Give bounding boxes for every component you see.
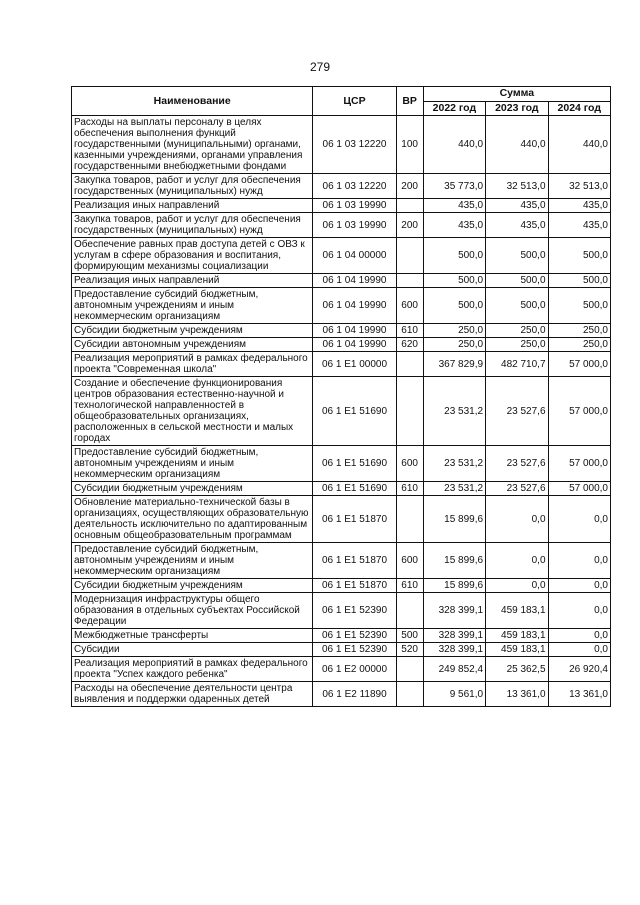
row-csr-code: 06 1 04 19990 <box>313 288 396 324</box>
row-sum-2024: 13 361,0 <box>548 682 610 707</box>
row-sum-2023: 440,0 <box>486 116 548 174</box>
row-sum-2024: 57 000,0 <box>548 377 610 446</box>
row-sum-2024: 0,0 <box>548 629 610 643</box>
row-sum-2023: 482 710,7 <box>486 352 548 377</box>
row-vr-code: 610 <box>396 324 423 338</box>
row-sum-2022: 15 899,6 <box>423 496 485 543</box>
table-row <box>72 496 611 543</box>
row-sum-2023: 13 361,0 <box>486 682 548 707</box>
row-sum-2024: 0,0 <box>548 593 610 629</box>
row-sum-2022: 23 531,2 <box>423 446 485 482</box>
row-name: Межбюджетные трансферты <box>72 629 313 643</box>
row-sum-2023: 25 362,5 <box>486 657 548 682</box>
row-sum-2022: 500,0 <box>423 238 485 274</box>
row-sum-2024: 435,0 <box>548 213 610 238</box>
row-sum-2023: 23 527,6 <box>486 377 548 446</box>
row-csr-code: 06 1 E1 00000 <box>313 352 396 377</box>
row-sum-2024: 435,0 <box>548 199 610 213</box>
row-sum-2023: 0,0 <box>486 579 548 593</box>
table-row <box>72 352 611 377</box>
row-csr-code: 06 1 04 19990 <box>313 338 396 352</box>
row-name: Реализация иных направлений <box>72 274 313 288</box>
row-csr-code: 06 1 04 00000 <box>313 238 396 274</box>
row-sum-2022: 35 773,0 <box>423 174 485 199</box>
row-vr-code: 600 <box>396 288 423 324</box>
table-row <box>72 238 611 274</box>
row-vr-code: 500 <box>396 629 423 643</box>
row-vr-code <box>396 377 423 446</box>
row-sum-2022: 250,0 <box>423 338 485 352</box>
row-vr-code: 100 <box>396 116 423 174</box>
row-sum-2024: 0,0 <box>548 496 610 543</box>
row-vr-code: 200 <box>396 174 423 199</box>
row-name: Создание и обеспечение функционирования центров образования естественно-научной и технологической направленностей в общеобразовательных организациях, расположенных в сельской местности и малых городах <box>72 377 313 446</box>
row-sum-2023: 459 183,1 <box>486 593 548 629</box>
row-vr-code: 200 <box>396 213 423 238</box>
row-sum-2022: 15 899,6 <box>423 579 485 593</box>
row-sum-2024: 57 000,0 <box>548 446 610 482</box>
table-row <box>72 657 611 682</box>
table-row <box>72 446 611 482</box>
row-sum-2024: 57 000,0 <box>548 482 610 496</box>
row-name: Реализация мероприятий в рамках федерального проекта "Успех каждого ребенка" <box>72 657 313 682</box>
row-sum-2024: 0,0 <box>548 579 610 593</box>
row-sum-2023: 250,0 <box>486 324 548 338</box>
row-sum-2022: 367 829,9 <box>423 352 485 377</box>
row-vr-code: 600 <box>396 446 423 482</box>
row-vr-code <box>396 238 423 274</box>
table-row <box>72 377 611 446</box>
table-row <box>72 682 611 707</box>
page-number: 279 <box>309 60 331 74</box>
row-sum-2023: 32 513,0 <box>486 174 548 199</box>
row-name: Предоставление субсидий бюджетным, автономным учреждениям и иным некоммерческим организациям <box>72 288 313 324</box>
row-vr-code <box>396 496 423 543</box>
row-sum-2022: 250,0 <box>423 324 485 338</box>
row-sum-2022: 435,0 <box>423 213 485 238</box>
row-csr-code: 06 1 E1 52390 <box>313 629 396 643</box>
row-name: Субсидии бюджетным учреждениям <box>72 482 313 496</box>
row-csr-code: 06 1 E1 51690 <box>313 482 396 496</box>
row-vr-code <box>396 352 423 377</box>
row-name: Субсидии автономным учреждениям <box>72 338 313 352</box>
row-sum-2023: 459 183,1 <box>486 643 548 657</box>
row-name: Закупка товаров, работ и услуг для обеспечения государственных (муниципальных) нужд <box>72 174 313 199</box>
row-sum-2022: 15 899,6 <box>423 543 485 579</box>
row-sum-2023: 23 527,6 <box>486 446 548 482</box>
row-sum-2024: 250,0 <box>548 338 610 352</box>
row-name: Расходы на обеспечение деятельности центра выявления и поддержки одаренных детей <box>72 682 313 707</box>
row-sum-2022: 9 561,0 <box>423 682 485 707</box>
row-csr-code: 06 1 E1 51870 <box>313 543 396 579</box>
row-sum-2022: 440,0 <box>423 116 485 174</box>
row-sum-2024: 250,0 <box>548 324 610 338</box>
table-row <box>72 482 611 496</box>
row-name: Реализация мероприятий в рамках федерального проекта "Современная школа" <box>72 352 313 377</box>
row-sum-2023: 500,0 <box>486 274 548 288</box>
row-csr-code: 06 1 E2 11890 <box>313 682 396 707</box>
row-name: Субсидии бюджетным учреждениям <box>72 579 313 593</box>
row-sum-2022: 328 399,1 <box>423 629 485 643</box>
header-2023: 2023 год <box>486 101 548 116</box>
row-csr-code: 06 1 E2 00000 <box>313 657 396 682</box>
table-row <box>72 174 611 199</box>
row-vr-code <box>396 199 423 213</box>
row-csr-code: 06 1 03 19990 <box>313 213 396 238</box>
table-header-row <box>72 87 611 102</box>
row-sum-2024: 32 513,0 <box>548 174 610 199</box>
row-sum-2022: 500,0 <box>423 274 485 288</box>
row-vr-code <box>396 274 423 288</box>
row-sum-2024: 500,0 <box>548 274 610 288</box>
table-row <box>72 579 611 593</box>
table-row <box>72 643 611 657</box>
row-csr-code: 06 1 E1 51690 <box>313 446 396 482</box>
row-sum-2023: 500,0 <box>486 238 548 274</box>
table-row <box>72 338 611 352</box>
row-name: Модернизация инфраструктуры общего образования в отдельных субъектах Российской Федерации <box>72 593 313 629</box>
row-vr-code <box>396 593 423 629</box>
table-row <box>72 274 611 288</box>
row-sum-2024: 26 920,4 <box>548 657 610 682</box>
table-row <box>72 324 611 338</box>
row-name: Субсидии <box>72 643 313 657</box>
row-sum-2023: 435,0 <box>486 213 548 238</box>
row-sum-2022: 328 399,1 <box>423 593 485 629</box>
row-sum-2023: 0,0 <box>486 496 548 543</box>
header-vr: ВР <box>396 87 423 116</box>
row-csr-code: 06 1 E1 51870 <box>313 579 396 593</box>
row-csr-code: 06 1 E1 51690 <box>313 377 396 446</box>
row-csr-code: 06 1 E1 51870 <box>313 496 396 543</box>
header-csr: ЦСР <box>313 87 396 116</box>
header-2024: 2024 год <box>548 101 610 116</box>
row-csr-code: 06 1 04 19990 <box>313 324 396 338</box>
table-body <box>72 116 611 707</box>
table-row <box>72 593 611 629</box>
row-sum-2022: 23 531,2 <box>423 377 485 446</box>
row-csr-code: 06 1 03 19990 <box>313 199 396 213</box>
row-name: Обеспечение равных прав доступа детей с ОВЗ к услугам в сфере образования и воспитания, формирующим механизмы социализации <box>72 238 313 274</box>
row-name: Предоставление субсидий бюджетным, автономным учреждениям и иным некоммерческим организациям <box>72 446 313 482</box>
header-sum: Сумма <box>423 87 610 102</box>
row-vr-code: 610 <box>396 482 423 496</box>
row-vr-code <box>396 657 423 682</box>
row-csr-code: 06 1 E1 52390 <box>313 593 396 629</box>
header-name: Наименование <box>72 87 313 116</box>
row-sum-2022: 500,0 <box>423 288 485 324</box>
row-sum-2024: 57 000,0 <box>548 352 610 377</box>
row-name: Реализация иных направлений <box>72 199 313 213</box>
row-vr-code: 610 <box>396 579 423 593</box>
row-sum-2023: 0,0 <box>486 543 548 579</box>
row-sum-2024: 440,0 <box>548 116 610 174</box>
table-row <box>72 288 611 324</box>
table-row <box>72 116 611 174</box>
budget-table <box>71 86 611 707</box>
row-sum-2022: 328 399,1 <box>423 643 485 657</box>
table-row <box>72 543 611 579</box>
row-name: Обновление материально-технической базы в организациях, осуществляющих образовательную деятельность исключительно по адаптированным основным общеобразовательным программам <box>72 496 313 543</box>
table-row <box>72 629 611 643</box>
row-vr-code: 620 <box>396 338 423 352</box>
row-csr-code: 06 1 04 19990 <box>313 274 396 288</box>
row-sum-2022: 249 852,4 <box>423 657 485 682</box>
row-csr-code: 06 1 E1 52390 <box>313 643 396 657</box>
row-sum-2023: 500,0 <box>486 288 548 324</box>
row-sum-2024: 0,0 <box>548 643 610 657</box>
row-name: Предоставление субсидий бюджетным, автономным учреждениям и иным некоммерческим организациям <box>72 543 313 579</box>
row-sum-2022: 23 531,2 <box>423 482 485 496</box>
row-name: Расходы на выплаты персоналу в целях обеспечения выполнения функций государственными (муниципальными) органами, казенными учреждениями, органами управления государственными внебюджетными фондами <box>72 116 313 174</box>
row-name: Закупка товаров, работ и услуг для обеспечения государственных (муниципальных) нужд <box>72 213 313 238</box>
row-sum-2023: 459 183,1 <box>486 629 548 643</box>
header-2022: 2022 год <box>423 101 485 116</box>
row-sum-2023: 23 527,6 <box>486 482 548 496</box>
row-sum-2024: 0,0 <box>548 543 610 579</box>
row-sum-2023: 250,0 <box>486 338 548 352</box>
row-sum-2024: 500,0 <box>548 238 610 274</box>
row-csr-code: 06 1 03 12220 <box>313 116 396 174</box>
row-name: Субсидии бюджетным учреждениям <box>72 324 313 338</box>
row-sum-2024: 500,0 <box>548 288 610 324</box>
row-csr-code: 06 1 03 12220 <box>313 174 396 199</box>
table-row <box>72 213 611 238</box>
row-vr-code: 520 <box>396 643 423 657</box>
row-sum-2023: 435,0 <box>486 199 548 213</box>
row-sum-2022: 435,0 <box>423 199 485 213</box>
table-row <box>72 199 611 213</box>
row-vr-code <box>396 682 423 707</box>
row-vr-code: 600 <box>396 543 423 579</box>
